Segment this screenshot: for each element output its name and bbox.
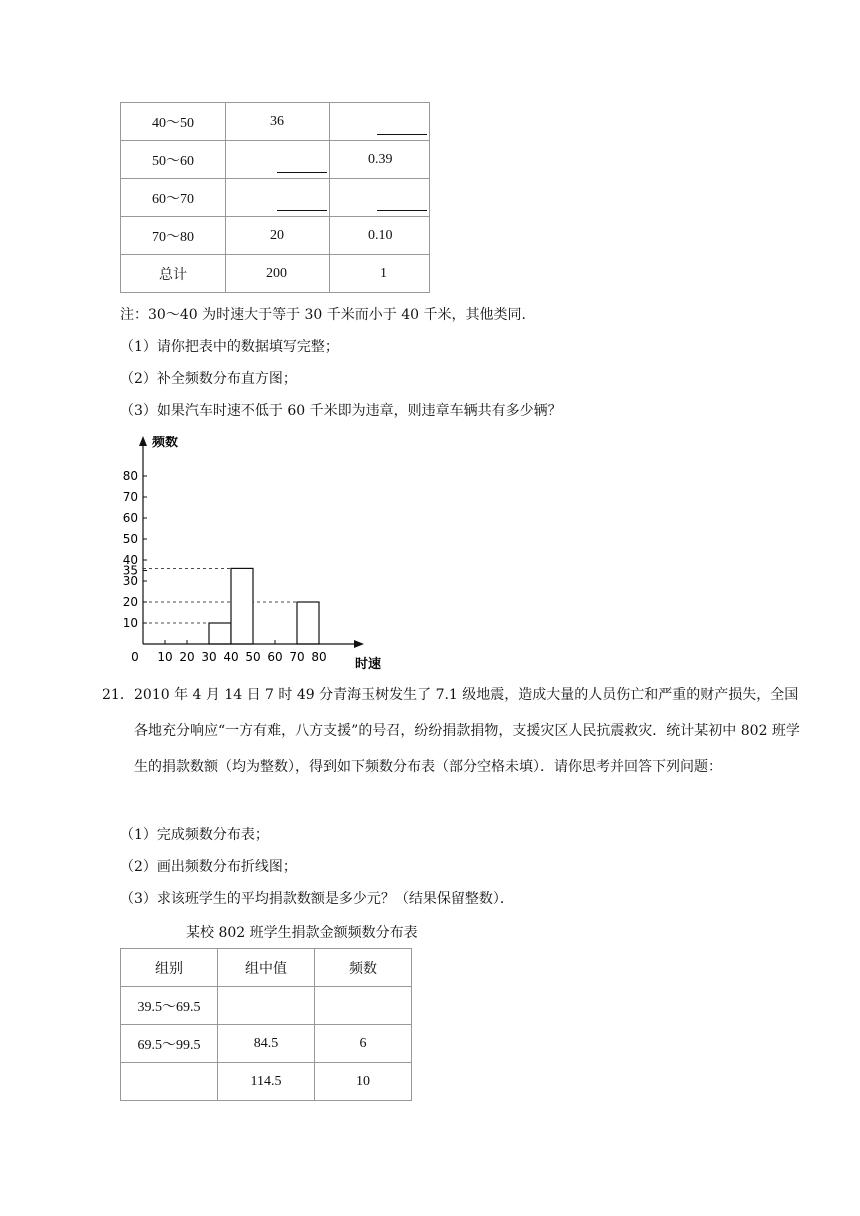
x-tick-label: 20 [179,650,195,664]
x-tick-label: 60 [267,650,283,664]
x-tick-label: 50 [245,650,261,664]
group-cell [121,1063,218,1101]
table-row [121,1063,412,1101]
speed-histogram [118,436,388,672]
rate-blank [330,103,430,141]
histogram-bar [209,623,231,644]
midpoint-cell: 84.5 [218,1025,315,1063]
table-row [121,141,430,179]
table-header-row [121,949,412,987]
freq-cell [315,987,412,1025]
group-cell: 69.5～99.5 [121,1025,218,1063]
q21-item-1: （1）完成频数分布表； [120,827,269,843]
y-axis-arrow [139,436,147,446]
midpoint-cell: 114.5 [218,1063,315,1101]
q21-item-3: （3）求该班学生的平均捐款数额是多少元？（结果保留整数）． [120,891,514,907]
x-tick-label: 80 [311,650,327,664]
y-tick-label: 35 [122,563,138,578]
q21-number: 21． [102,687,134,703]
range-cell: 40～50 [121,103,226,141]
group-cell: 39.5～69.5 [121,987,218,1025]
range-cell: 70～80 [121,217,226,255]
x-tick-label: 40 [223,650,239,664]
histogram-bar [297,602,319,644]
header-cell: 组中值 [218,949,315,987]
y-tick-label: 60 [122,511,138,525]
freq-cell: 36 [226,103,330,141]
y-tick-label: 10 [122,616,138,630]
freq-cell: 20 [226,217,330,255]
freq-cell: 6 [315,1025,412,1063]
y-tick-label: 80 [122,469,138,483]
donation-frequency-table [120,948,412,1101]
range-cell: 60～70 [121,179,226,217]
q21-item-2: （2）画出频数分布折线图； [120,859,297,875]
q20-item-1: （1）请你把表中的数据填写完整； [120,339,339,355]
table-caption: 某校 802 班学生捐款金额频数分布表 [186,925,418,941]
y-tick-label: 70 [122,490,138,504]
x-tick-label: 10 [157,650,173,664]
table-row [121,103,430,141]
x-tick-label: 70 [289,650,305,664]
rate-cell: 0.10 [330,217,430,255]
midpoint-cell [218,987,315,1025]
y-axis-label: 频数 [152,436,179,450]
table-note: 注：30～40 为时速大于等于 30 千米而小于 40 千米，其他类同. [120,307,526,323]
y-tick-label: 30 [122,574,138,588]
y-tick-label: 20 [122,595,138,609]
y-tick-label: 50 [122,532,138,546]
q20-item-2: （2）补全频数分布直方图； [120,371,297,387]
range-cell: 50～60 [121,141,226,179]
total-freq-cell: 200 [226,255,330,293]
table-row [121,255,430,293]
x-tick-label: 30 [201,650,217,664]
x-axis-label: 时速 [355,657,382,672]
rate-cell: 0.39 [330,141,430,179]
table-row [121,179,430,217]
x-tick-label: 0 [131,650,139,664]
y-tick-label: 40 [122,553,138,567]
q21-body: 2010 年 4 月 14 日 7 时 49 分青海玉树发生了 7.1 级地震，造成大量的人员伤亡和严重的财产损失，全国各地充分响应“一方有难，八方支援”的号召，纷纷捐款捐物，支援灾区人民抗震救灾．统计某初中 802 班学生的捐款数额（均为整数），得到如下频数分布表（部分空格未填）．请你思考并回答下列问题： [134,687,800,775]
table-row [121,1025,412,1063]
q20-item-3: （3）如果汽车时速不低于 60 千米即为违章，则违章车辆共有多少辆？ [120,403,562,419]
freq-blank [226,141,330,179]
header-cell: 组别 [121,949,218,987]
header-cell: 频数 [315,949,412,987]
rate-blank [330,179,430,217]
freq-blank [226,179,330,217]
total-rate-cell: 1 [330,255,430,293]
table-row [121,987,412,1025]
freq-cell: 10 [315,1063,412,1101]
x-axis-arrow [354,640,364,648]
total-label-cell: 总计 [121,255,226,293]
table-row [121,217,430,255]
speed-frequency-table [120,102,430,293]
histogram-bar [231,568,253,644]
